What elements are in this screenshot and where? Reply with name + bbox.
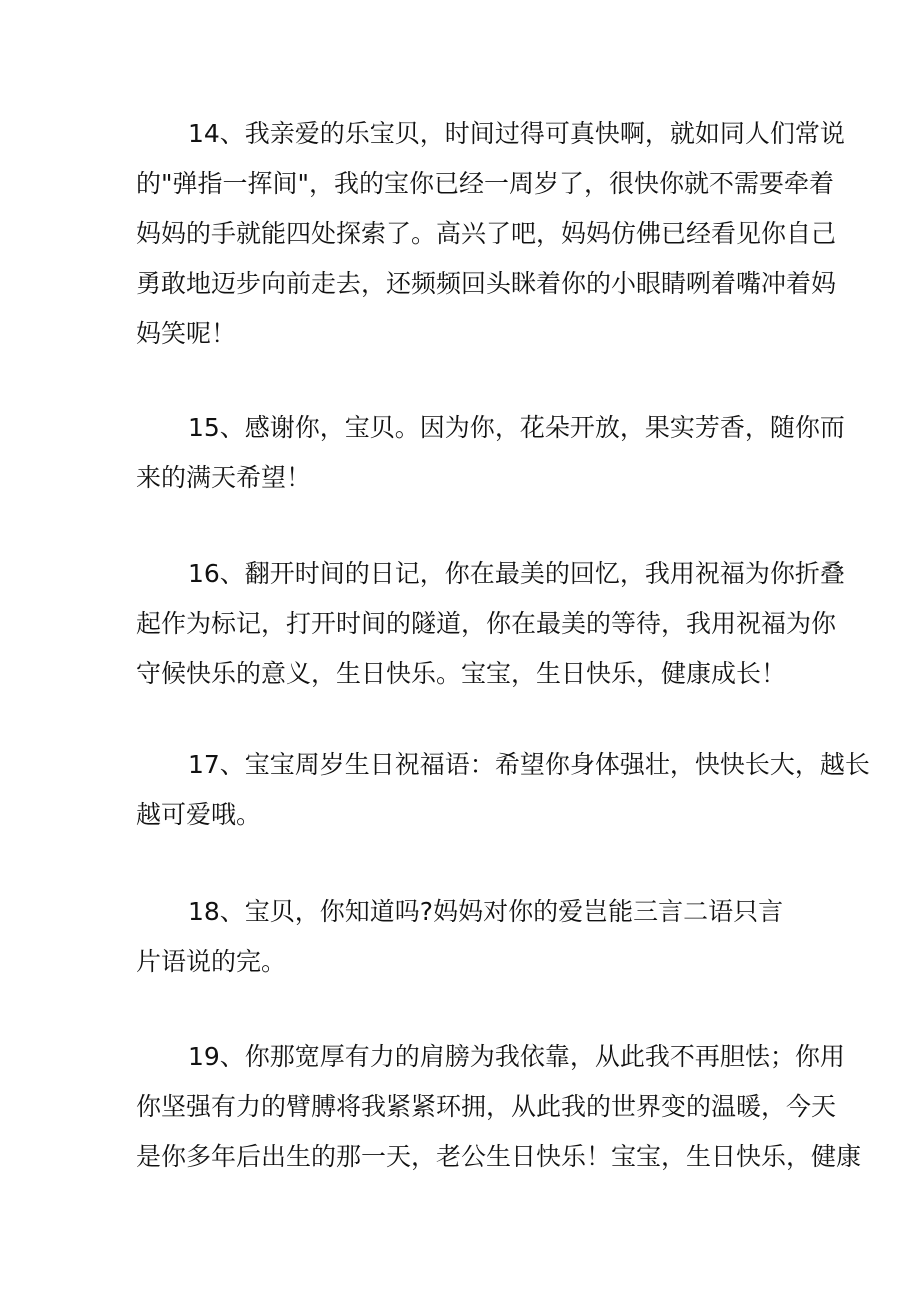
text-line: 守候快乐的意义，生日快乐。宝宝，生日快乐，健康成长！ xyxy=(136,659,787,688)
paragraph-15 xyxy=(136,403,845,503)
paragraph-14 xyxy=(136,109,845,359)
text-line: 是你多年后出生的那一天，老公生日快乐！宝宝，生日快乐，健康 xyxy=(136,1142,862,1171)
text-line: 你坚强有力的臂膊将我紧紧环拥，从此我的世界变的温暖，今天 xyxy=(136,1092,837,1121)
text-line: 17、宝宝周岁生日祝福语：希望你身体强壮，快快长大，越长 xyxy=(188,750,870,779)
text-line: 19、你那宽厚有力的肩膀为我依靠，从此我不再胆怯；你用 xyxy=(188,1042,845,1071)
text-line: 妈妈的手就能四处探索了。高兴了吧，妈妈仿佛已经看见你自己 xyxy=(136,219,837,248)
text-line: 16、翻开时间的日记，你在最美的回忆，我用祝福为你折叠 xyxy=(188,559,845,588)
text-line: 15、感谢你，宝贝。因为你，花朵开放，果实芳香，随你而 xyxy=(188,413,845,442)
text-line: 片语说的完。 xyxy=(136,947,287,976)
text-line: 妈笑呢！ xyxy=(136,319,237,348)
text-line: 的"弹指一挥间"，我的宝你已经一周岁了，很快你就不需要牵着 xyxy=(136,169,835,198)
paragraph-17 xyxy=(136,740,870,840)
text-line: 来的满天希望！ xyxy=(136,463,312,492)
paragraph-16 xyxy=(136,549,845,699)
text-line: 14、我亲爱的乐宝贝，时间过得可真快啊，就如同人们常说 xyxy=(188,119,845,148)
text-line: 勇敢地迈步向前走去，还频频回头眯着你的小眼睛咧着嘴冲着妈 xyxy=(136,269,837,298)
paragraph-18 xyxy=(136,887,796,987)
paragraph-19 xyxy=(136,1032,862,1182)
text-line: 越可爱哦。 xyxy=(136,800,262,829)
text-line: 起作为标记，打开时间的隧道，你在最美的等待，我用祝福为你 xyxy=(136,609,837,638)
text-line: 18、宝贝，你知道吗?妈妈对你的爱岂能三言二语只言 xyxy=(188,897,784,926)
